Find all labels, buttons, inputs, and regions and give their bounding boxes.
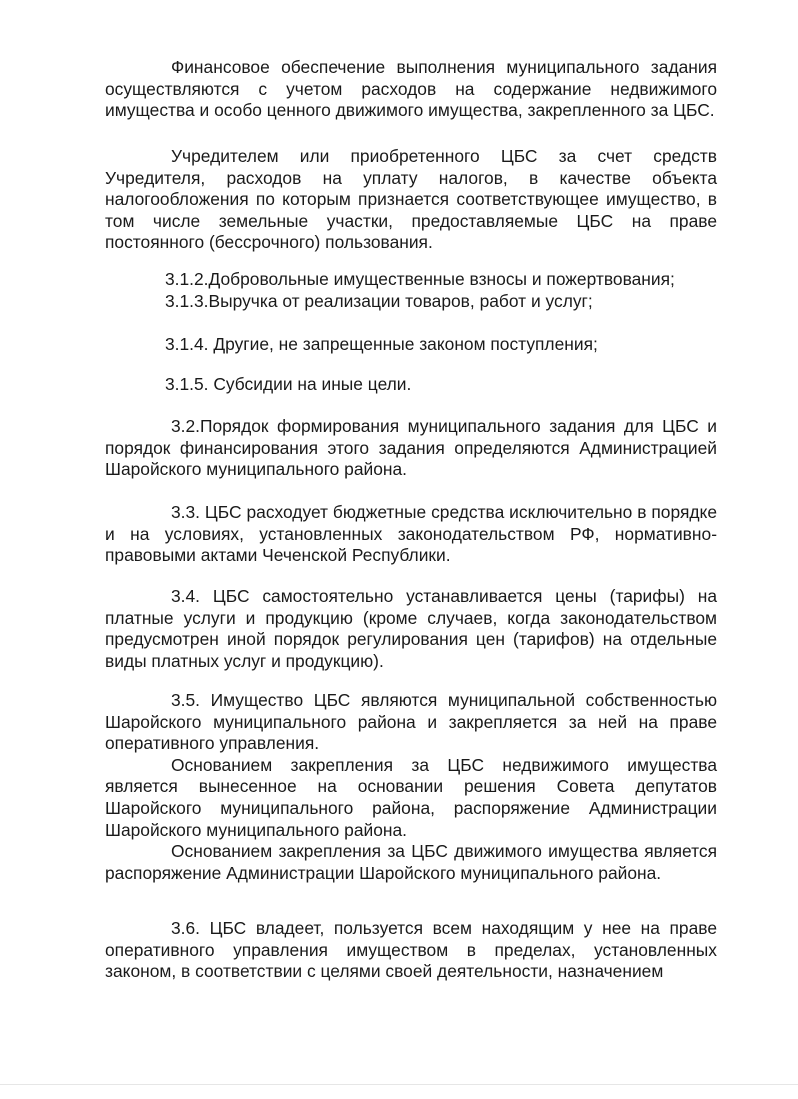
paragraph-3-4: 3.4. ЦБС самостоятельно устанавливается цены (тарифы) на платные услуги и продукцию (кроме случаев, когда законодательством предусмотрен иной порядок регулирования цен (тарифов) на отдельные виды платных услуг и продукцию). <box>105 586 717 671</box>
list-item-3-1-3: 3.1.3.Выручка от реализации товаров, работ и услуг; <box>165 290 593 311</box>
section-3-3-block <box>105 502 717 567</box>
founder-paragraph: Учредителем или приобретенного ЦБС за счет средств Учредителя, расходов на уплату налогов, в качестве объекта налогообложения по которым признается соответствующее имущество, в том числе земельные участки, предоставляемые ЦБС на праве постоянного (бессрочного) пользования. <box>105 146 717 253</box>
list-item-3-1-4: 3.1.4. Другие, не запрещенные законом поступления; <box>165 334 598 354</box>
income-items-block <box>105 269 717 312</box>
paragraph-3-5-real-estate: Основанием закрепления за ЦБС недвижимого имущества является вынесенное на основании решения Совета депутатов Шаройского муниципального района, распоряжение Администрации Шаройского муниципального района. <box>105 754 717 840</box>
paragraph-3-2: 3.2.Порядок формирования муниципального задания для ЦБС и порядок финансирования этого задания определяются Администрацией Шаройского муниципального района. <box>105 416 717 480</box>
section-3-4-block <box>105 586 717 672</box>
item-3-1-5-block <box>105 374 717 396</box>
item-3-1-4-block <box>105 334 717 356</box>
list-item-3-1-5: 3.1.5. Субсидии на иные цели. <box>165 374 412 394</box>
founder-paragraph-block <box>105 146 717 254</box>
scan-edge-divider <box>0 1084 798 1085</box>
financing-paragraph: Финансовое обеспечение выполнения муниципального задания осуществляются с учетом расходов на содержание недвижимого имущества и особо ценного движимого имущества, закрепленного за ЦБС. <box>105 57 717 121</box>
section-3-6-block <box>105 918 717 983</box>
list-item-3-1-2: 3.1.2.Добровольные имущественные взносы и пожертвования; <box>165 269 675 289</box>
section-3-5-block <box>105 690 717 884</box>
paragraph-3-6: 3.6. ЦБС владеет, пользуется всем находящим у нее на праве оперативного управления имуществом в пределах, установленных законом, в соответствии с целями своей деятельности, назначением <box>105 918 717 982</box>
paragraph-3-3: 3.3. ЦБС расходует бюджетные средства исключительно в порядке и на условиях, установленных законодательством РФ, нормативно-правовыми актами Чеченской Республики. <box>105 502 717 566</box>
paragraph-3-5-movable: Основанием закрепления за ЦБС движимого имущества является распоряжение Администрации Шаройского муниципального района. <box>105 841 717 883</box>
paragraph-3-5: 3.5. Имущество ЦБС являются муниципальной собственностью Шаройского муниципального района и закрепляется за ней на праве оперативного управления. <box>105 690 717 754</box>
section-3-2-block <box>105 416 717 481</box>
financing-paragraph-block <box>105 57 717 122</box>
